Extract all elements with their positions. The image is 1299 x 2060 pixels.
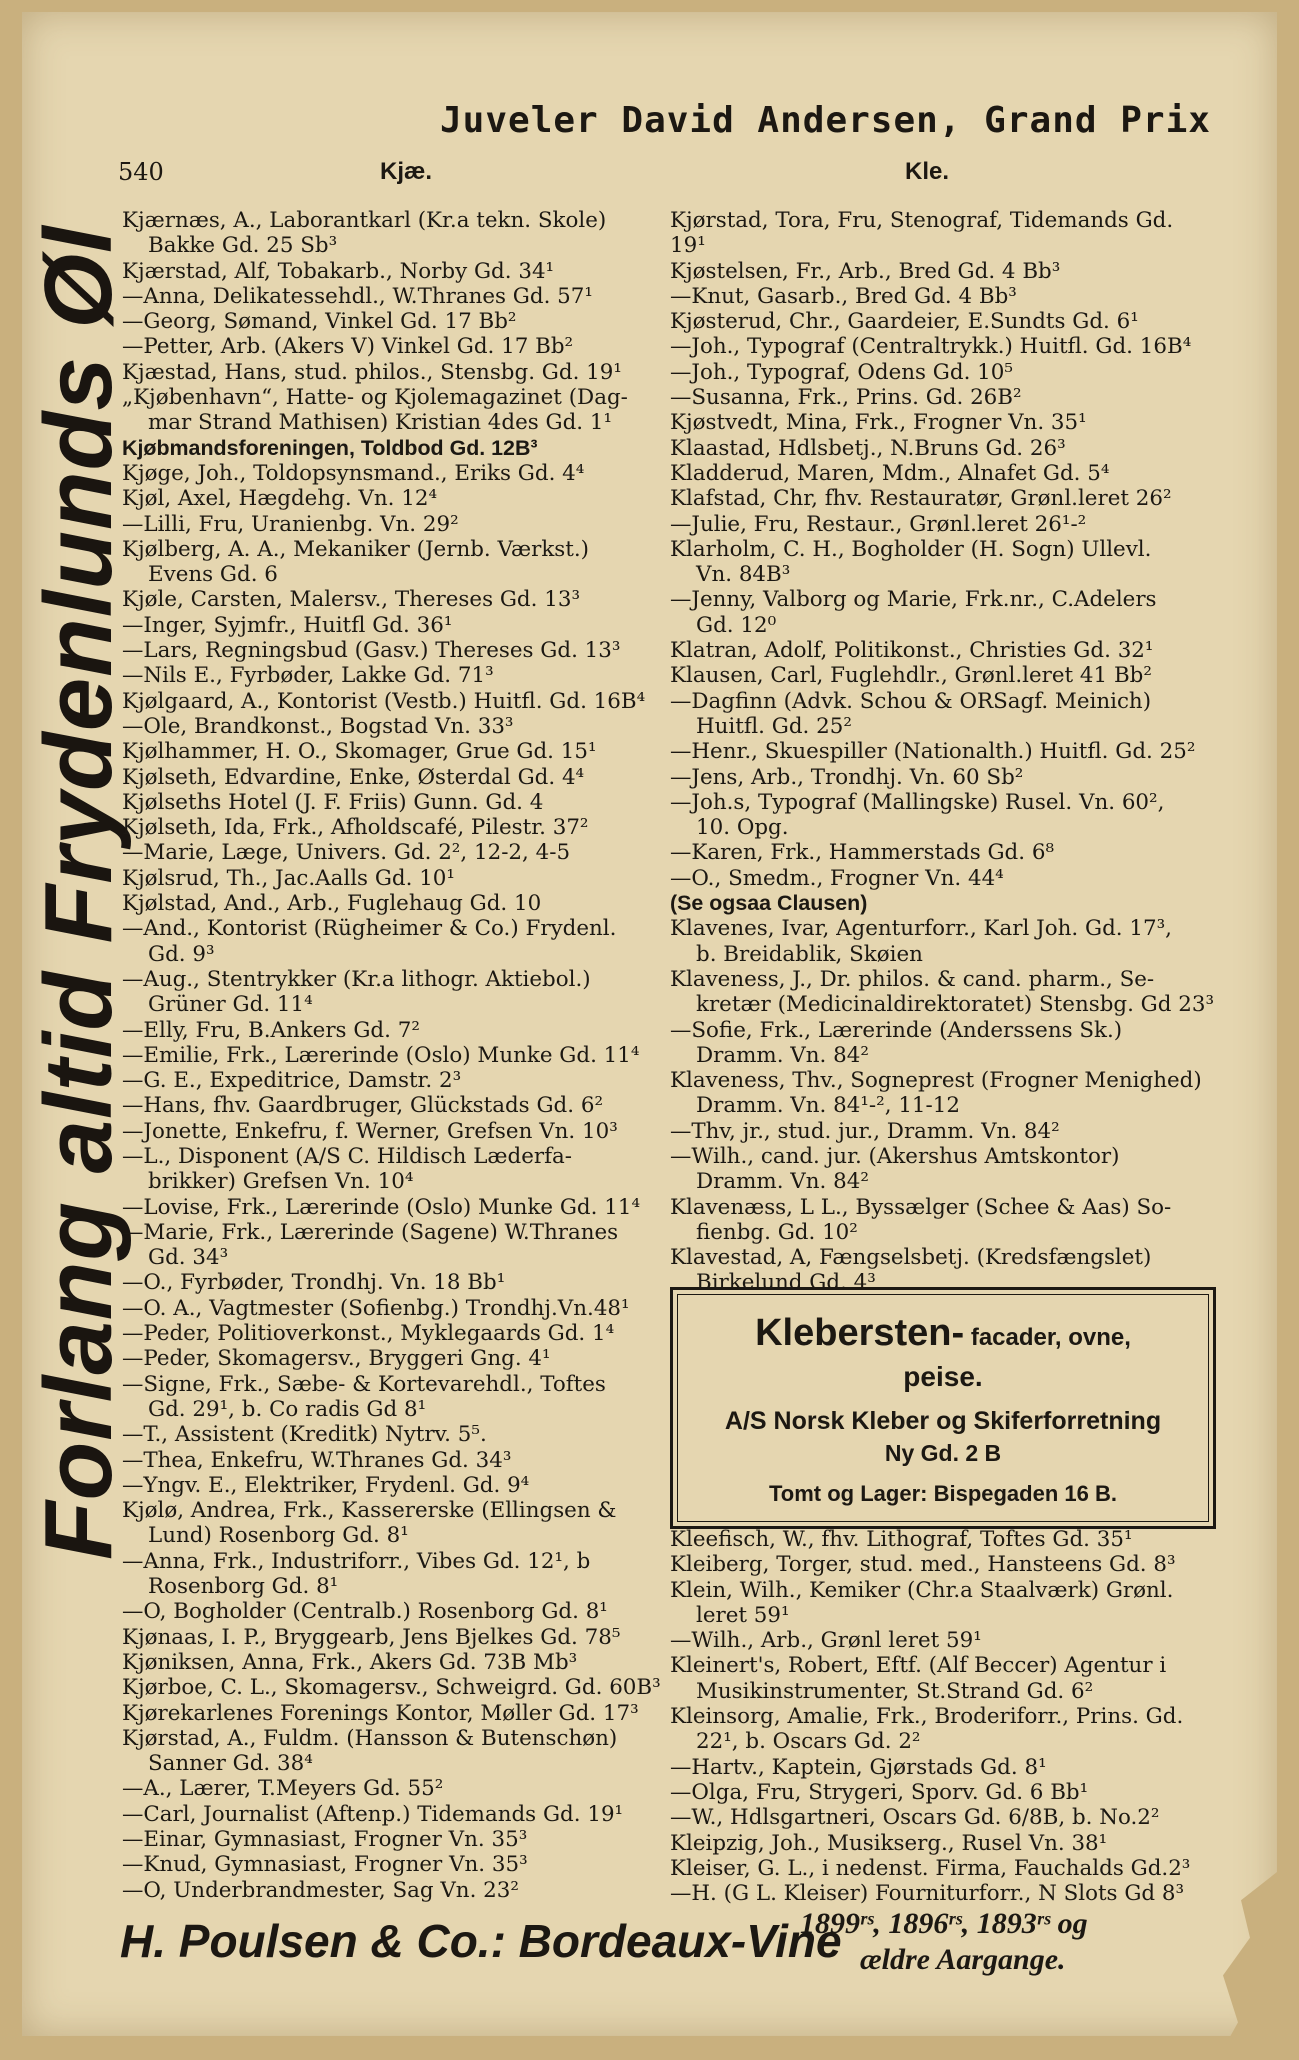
directory-entry xyxy=(122,436,664,461)
entry-continuation: Rosenborg Gd. 8¹ xyxy=(148,1574,339,1600)
entry-lead: Kleinsorg, Amalie, Frk., Broderiforr., Prins. Gd. xyxy=(670,1704,1184,1730)
directory-entry xyxy=(122,208,664,259)
entry-lead: —Peder, Skomagersv., Bryggeri Gng. 4¹ xyxy=(122,1346,551,1372)
entry-lead: Kladderud, Maren, Mdm., Alnafet Gd. 5⁴ xyxy=(670,460,1110,486)
directory-entry xyxy=(122,537,664,588)
entry-continuation: Dramm. Vn. 84² xyxy=(696,1042,869,1068)
ad-company: A/S Norsk Kleber og Skiferforretning xyxy=(724,1407,1162,1435)
entry-lead: „Kjøbenhavn“, Hatte- og Kjolemagazinet (Dag- xyxy=(122,385,628,411)
entry-lead: —L., Disponent (A/S C. Hildisch Læderfa- xyxy=(122,1143,572,1169)
directory-entry xyxy=(122,1599,664,1624)
entry-lead: —O., Fyrbøder, Trondhj. Vn. 18 Bb¹ xyxy=(122,1270,506,1296)
directory-entry xyxy=(122,1650,664,1675)
directory-entry xyxy=(122,1270,664,1295)
directory-entry xyxy=(670,309,1215,334)
directory-entry xyxy=(670,410,1215,435)
directory-entry xyxy=(670,1856,1215,1881)
directory-entry xyxy=(670,334,1215,359)
ad-address: Ny Gd. 2 B xyxy=(884,1440,1002,1466)
entry-lead: Kjørekarlenes Forenings Kontor, Møller Gd. 17³ xyxy=(122,1700,639,1726)
entry-lead: —Lilli, Fru, Uranienbg. Vn. 29² xyxy=(122,511,459,537)
directory-entry xyxy=(670,537,1215,588)
directory-entry xyxy=(122,385,664,436)
entry-lead: Kleiser, G. L., i nedenst. Firma, Fauchalds Gd.2³ xyxy=(670,1855,1191,1881)
directory-entry xyxy=(122,815,664,840)
directory-entry xyxy=(122,1093,664,1118)
entry-lead: —Henr., Skuespiller (Nationalth.) Huitfl. Gd. 25² xyxy=(670,739,1196,765)
directory-entry xyxy=(122,866,664,891)
entry-lead: —Marie, Frk., Lærerinde (Sagene) W.Thranes xyxy=(122,1219,619,1245)
directory-entry xyxy=(122,1498,664,1549)
entry-continuation: Dramm. Vn. 84¹-², 11-12 xyxy=(696,1093,960,1119)
entry-lead: —Yngv. E., Elektriker, Frydenl. Gd. 9⁴ xyxy=(122,1472,530,1498)
entry-continuation: kretær (Medicinaldirektoratet) Stensbg. Gd 23³ xyxy=(696,992,1215,1018)
entry-lead: Kjøniksen, Anna, Frk., Akers Gd. 73B Mb³ xyxy=(122,1649,578,1675)
directory-entry xyxy=(122,486,664,511)
directory-entry xyxy=(122,1827,664,1852)
entry-continuation: Huitfl. Gd. 25² xyxy=(696,713,852,739)
entry-lead: Kjølsrud, Th., Jac.Aalls Gd. 10¹ xyxy=(122,865,455,891)
directory-entry xyxy=(122,765,664,790)
directory-entry xyxy=(670,1068,1215,1119)
ad-big-word: Klebersten- xyxy=(755,1312,965,1354)
directory-entry xyxy=(670,1831,1215,1856)
guide-word-right: Kle. xyxy=(905,158,950,185)
directory-entry xyxy=(670,1527,1215,1552)
entry-lead: —Jens, Arb., Trondhj. Vn. 60 Sb² xyxy=(670,764,1024,790)
directory-entry xyxy=(670,1578,1215,1629)
entry-lead: Kleiberg, Torger, stud. med., Hansteens Gd. 8³ xyxy=(670,1552,1176,1578)
directory-entry xyxy=(670,385,1215,410)
directory-entry xyxy=(122,512,664,537)
directory-entry xyxy=(122,1018,664,1043)
directory-entry xyxy=(122,1675,664,1700)
entry-lead: —G. E., Expeditrice, Damstr. 2³ xyxy=(122,1068,462,1094)
ad-line-2: peise. xyxy=(903,1361,983,1392)
directory-entry xyxy=(670,1552,1215,1577)
entry-lead: —Jenny, Valborg og Marie, Frk.nr., C.Adelers xyxy=(670,587,1157,613)
entry-lead: Klavestad, A, Fængselsbetj. (Kredsfængslet) xyxy=(670,1245,1152,1271)
directory-entry xyxy=(122,1549,664,1600)
directory-entry xyxy=(122,360,664,385)
directory-entry xyxy=(122,663,664,688)
entry-lead: Kjølstad, And., Arb., Fuglehaug Gd. 10 xyxy=(122,891,542,917)
ad-line-1 xyxy=(673,1312,1213,1355)
entry-lead: —Georg, Sømand, Vinkel Gd. 17 Bb² xyxy=(122,309,517,335)
entry-lead: —Aug., Stentrykker (Kr.a lithogr. Aktiebol.) xyxy=(122,966,591,992)
entry-lead: —Knud, Gymnasiast, Frogner Vn. 35³ xyxy=(122,1852,528,1878)
directory-entry xyxy=(122,1878,664,1903)
entry-lead: —Emilie, Frk., Lærerinde (Oslo) Munke Gd. 11⁴ xyxy=(122,1042,640,1068)
entry-lead: —Petter, Arb. (Akers V) Vinkel Gd. 17 Bb² xyxy=(122,334,574,360)
entry-lead: Klausen, Carl, Fuglehdlr., Grønl.leret 41 Bb² xyxy=(670,663,1152,689)
entry-lead: —Thv, jr., stud. jur., Dramm. Vn. 84² xyxy=(670,1118,1060,1144)
entry-lead: —T., Assistent (Kreditk) Nytrv. 5⁵. xyxy=(122,1422,487,1448)
entry-lead: —H. (G L. Kleiser) Fourniturforr., N Slots Gd 8³ xyxy=(670,1881,1185,1907)
directory-entry xyxy=(122,1422,664,1447)
side-advertisement xyxy=(24,1450,54,1560)
directory-entry xyxy=(670,208,1215,259)
entry-continuation: Lund) Rosenborg Gd. 8¹ xyxy=(148,1523,409,1549)
entry-lead: Klavenes, Ivar, Agenturforr., Karl Joh. Gd. 17³, xyxy=(670,916,1172,942)
directory-entry xyxy=(122,1852,664,1877)
entry-lead: —Knut, Gasarb., Bred Gd. 4 Bb³ xyxy=(670,283,1017,309)
entry-lead: —Joh., Typograf, Odens Gd. 10⁵ xyxy=(670,359,1013,385)
entry-continuation: 10. Opg. xyxy=(696,815,789,841)
entry-lead: Klaveness, J., Dr. philos. & cand. pharm., Se- xyxy=(670,966,1155,992)
entry-lead: Kjøl, Axel, Hægdehg. Vn. 12⁴ xyxy=(122,486,438,512)
entry-lead: Kjølberg, A. A., Mekaniker (Jernb. Værkst.) xyxy=(122,536,590,562)
entry-lead: Klavenæss, L L., Byssælger (Schee & Aas) So- xyxy=(670,1194,1172,1220)
entry-lead: —A., Lærer, T.Meyers Gd. 55² xyxy=(122,1776,444,1802)
entry-continuation: Evens Gd. 6 xyxy=(148,562,278,588)
directory-entry xyxy=(122,1296,664,1321)
entry-lead: —Jonette, Enkefru, f. Werner, Grefsen Vn. 10³ xyxy=(122,1118,618,1144)
directory-entry xyxy=(122,1195,664,1220)
directory-entry xyxy=(670,1805,1215,1830)
directory-entry xyxy=(670,486,1215,511)
left-column xyxy=(122,208,664,1903)
entry-lead: Klaastad, Hdlsbetj., N.Bruns Gd. 26³ xyxy=(670,435,1066,461)
entry-lead: —Susanna, Frk., Prins. Gd. 26B² xyxy=(670,385,1022,411)
directory-entry xyxy=(670,259,1215,284)
directory-entry xyxy=(122,1346,664,1371)
entry-continuation: leret 59¹ xyxy=(696,1602,790,1628)
directory-entry xyxy=(670,739,1215,764)
entry-lead: Kjørstad, Tora, Fru, Stenograf, Tidemands Gd. 19¹ xyxy=(670,208,1174,259)
entry-lead: Kjøbmandsforeningen, Toldbod Gd. 12B³ xyxy=(122,435,538,460)
entry-continuation: Birkelund Gd. 4³ xyxy=(696,1270,876,1296)
directory-entry xyxy=(122,689,664,714)
entry-lead: Kjøge, Joh., Toldopsynsmand., Eriks Gd. 4⁴ xyxy=(122,460,585,486)
directory-entry xyxy=(670,1144,1215,1195)
entry-lead: —Nils E., Fyrbøder, Lakke Gd. 71³ xyxy=(122,663,494,689)
directory-entry xyxy=(122,259,664,284)
directory-entry xyxy=(670,1119,1215,1144)
entry-lead: Kjønaas, I. P., Bryggearb, Jens Bjelkes Gd. 78⁵ xyxy=(122,1624,621,1650)
entry-lead: Kleipzig, Joh., Musikserg., Rusel Vn. 38¹ xyxy=(670,1830,1108,1856)
directory-entry xyxy=(670,436,1215,461)
entry-continuation: Bakke Gd. 25 Sb³ xyxy=(148,233,338,259)
right-column-bottom xyxy=(670,1527,1215,1906)
entry-lead: Kjølseth, Edvardine, Enke, Østerdal Gd. 4⁴ xyxy=(122,764,585,790)
entry-lead: —Lovise, Frk., Lærerinde (Oslo) Munke Gd. 11⁴ xyxy=(122,1194,641,1220)
directory-entry xyxy=(670,765,1215,790)
directory-entry xyxy=(122,1625,664,1650)
directory-entry xyxy=(122,1726,664,1777)
right-column-top xyxy=(670,208,1215,1296)
entry-continuation: Gd. 9³ xyxy=(148,941,215,967)
entry-lead: —O, Bogholder (Centralb.) Rosenborg Gd. 8¹ xyxy=(122,1599,608,1625)
directory-entry xyxy=(122,1448,664,1473)
directory-entry xyxy=(670,587,1215,638)
entry-lead: —Einar, Gymnasiast, Frogner Vn. 35³ xyxy=(122,1827,528,1852)
directory-entry xyxy=(122,1220,664,1271)
footer-years: 1899ʳˢ, 1896ʳˢ, 1893ʳˢ og xyxy=(800,1907,1088,1940)
directory-entry xyxy=(122,309,664,334)
entry-lead: —Hans, fhv. Gaardbruger, Glückstads Gd. 6² xyxy=(122,1093,604,1119)
directory-entry xyxy=(122,891,664,916)
directory-entry xyxy=(670,284,1215,309)
entry-lead: —Marie, Læge, Univers. Gd. 2², 12-2, 4-5 xyxy=(122,840,571,866)
directory-entry xyxy=(670,790,1215,841)
entry-continuation: Musikinstrumenter, St.Strand Gd. 6² xyxy=(696,1678,1094,1704)
entry-lead: Kjørstad, A., Fuldm. (Hansson & Butenschøn) xyxy=(122,1725,618,1751)
entry-lead: Kjølhammer, H. O., Skomager, Grue Gd. 15¹ xyxy=(122,739,597,765)
entry-lead: Kjølseth, Ida, Frk., Afholdscafé, Pilestr. 37² xyxy=(122,815,589,841)
entry-continuation: mar Strand Mathisen) Kristian 4des Gd. 1¹ xyxy=(148,410,613,436)
directory-entry xyxy=(122,1119,664,1144)
entry-lead: —Peder, Politioverkonst., Myklegaards Gd. 1⁴ xyxy=(122,1321,615,1347)
directory-entry xyxy=(670,891,1215,916)
entry-continuation: Gd. 12⁰ xyxy=(696,612,777,638)
guide-word-left: Kjæ. xyxy=(380,158,433,185)
entry-continuation: Gd. 34³ xyxy=(148,1245,229,1271)
entry-lead: —O. A., Vagtmester (Sofienbg.) Trondhj.Vn.48¹ xyxy=(122,1295,630,1321)
directory-entry xyxy=(122,916,664,967)
page-header-ad: Juveler David Andersen, Grand Prix xyxy=(440,100,1211,141)
directory-entry xyxy=(670,1755,1215,1780)
entry-lead: Kjøsterud, Chr., Gaardeier, E.Sundts Gd. 6¹ xyxy=(670,309,1139,335)
footer-aargange: ældre Aargange. xyxy=(860,1943,1066,1976)
entry-lead: Kjørboe, C. L., Skomagersv., Schweigrd. Gd. 60B³ xyxy=(122,1675,661,1701)
entry-continuation: fienbg. Gd. 10² xyxy=(696,1219,858,1245)
directory-entry xyxy=(670,1704,1215,1755)
directory-entry xyxy=(122,284,664,309)
directory-entry xyxy=(122,790,664,815)
directory-entry xyxy=(670,689,1215,740)
entry-lead: —Joh., Typograf (Centraltrykk.) Huitfl. Gd. 16B⁴ xyxy=(670,334,1192,360)
entry-lead: —Karen, Frk., Hammerstads Gd. 6⁸ xyxy=(670,840,1055,866)
directory-entry xyxy=(122,1701,664,1726)
directory-entry xyxy=(122,1776,664,1801)
entry-lead: Kleinert's, Robert, Eftf. (Alf Beccer) Agentur i xyxy=(670,1653,1167,1679)
entry-lead: —And., Kontorist (Rügheimer & Co.) Frydenl. xyxy=(122,916,617,942)
entry-lead: —Anna, Delikatessehdl., W.Thranes Gd. 57¹ xyxy=(122,283,593,309)
entry-lead: —Elly, Fru, B.Ankers Gd. 7² xyxy=(122,1017,420,1043)
entry-continuation: Dramm. Vn. 84² xyxy=(696,1169,869,1195)
entry-lead: —Wilh., Arb., Grønl leret 59¹ xyxy=(670,1628,982,1654)
directory-entry xyxy=(670,1018,1215,1069)
directory-entry xyxy=(670,663,1215,688)
entry-lead: —Anna, Frk., Industriforr., Vibes Gd. 12¹, b xyxy=(122,1548,591,1574)
page-number: 540 xyxy=(118,158,164,186)
entry-continuation: Grüner Gd. 11⁴ xyxy=(148,992,313,1018)
directory-entry xyxy=(122,1043,664,1068)
directory-entry xyxy=(670,866,1215,891)
klebersten-advertisement xyxy=(670,1287,1216,1529)
directory-entry xyxy=(122,1144,664,1195)
entry-continuation: Sanner Gd. 38⁴ xyxy=(148,1751,313,1777)
directory-entry xyxy=(122,967,664,1018)
directory-entry xyxy=(122,334,664,359)
entry-lead: Kjæstad, Hans, stud. philos., Stensbg. Gd. 19¹ xyxy=(122,359,622,385)
entry-lead: Klafstad, Chr, fhv. Restauratør, Grønl.leret 26² xyxy=(670,486,1172,512)
directory-entry xyxy=(122,1321,664,1346)
entry-lead: —Olga, Fru, Strygeri, Sporv. Gd. 6 Bb¹ xyxy=(670,1779,1089,1805)
directory-entry xyxy=(122,714,664,739)
entry-lead: Kjøle, Carsten, Malersv., Thereses Gd. 13³ xyxy=(122,587,581,613)
directory-entry xyxy=(670,638,1215,663)
footer-ad-left: H. Poulsen & Co.: Bordeaux-Vine xyxy=(120,1915,842,1967)
entry-lead: Klein, Wilh., Kemiker (Chr.a Staalværk) Grønl. xyxy=(670,1577,1174,1603)
directory-entry xyxy=(122,1802,664,1827)
entry-lead: —Signe, Frk., Sæbe- & Kortevarehdl., Toftes xyxy=(122,1371,606,1397)
entry-lead: —Thea, Enkefru, W.Thranes Gd. 34³ xyxy=(122,1447,512,1473)
entry-continuation: brikker) Grefsen Vn. 10⁴ xyxy=(148,1169,414,1195)
directory-entry xyxy=(122,587,664,612)
entry-lead: —Joh.s, Typograf (Mallingske) Rusel. Vn. 60², xyxy=(670,789,1165,815)
directory-entry xyxy=(122,1068,664,1093)
entry-lead: —Ole, Brandkonst., Bogstad Vn. 33³ xyxy=(122,713,514,739)
directory-entry xyxy=(122,461,664,486)
entry-lead: —Inger, Syjmfr., Huitfl Gd. 36¹ xyxy=(122,612,453,638)
entry-lead: —W., Hdlsgartneri, Oscars Gd. 6/8B, b. No.2² xyxy=(670,1805,1160,1831)
entry-continuation: b. Breidablik, Skøien xyxy=(696,941,923,967)
entry-lead: Klaveness, Thv., Sogneprest (Frogner Menighed) xyxy=(670,1068,1202,1094)
entry-continuation: Vn. 84B³ xyxy=(696,562,791,588)
entry-lead: —Dagfinn (Advk. Schou & ORSagf. Meinich) xyxy=(670,688,1152,714)
entry-lead: Klarholm, C. H., Bogholder (H. Sogn) Ullevl. xyxy=(670,536,1152,562)
directory-entry xyxy=(122,1473,664,1498)
entry-lead: Kjølgaard, A., Kontorist (Vestb.) Huitfl. Gd. 16B⁴ xyxy=(122,688,646,714)
ad-line-1-rest: facader, ovne, xyxy=(964,1324,1131,1351)
directory-entry xyxy=(122,1372,664,1423)
entry-lead: Kjøstvedt, Mina, Frk., Frogner Vn. 35¹ xyxy=(670,410,1087,436)
directory-entry xyxy=(670,1195,1215,1246)
directory-entry xyxy=(670,916,1215,967)
directory-entry xyxy=(122,840,664,865)
directory-entry xyxy=(122,613,664,638)
entry-lead: —O, Underbrandmester, Sag Vn. 23² xyxy=(122,1877,519,1903)
entry-lead: —Julie, Fru, Restaur., Grønl.leret 26¹-² xyxy=(670,511,1087,537)
entry-lead: Kjøstelsen, Fr., Arb., Bred Gd. 4 Bb³ xyxy=(670,258,1061,284)
directory-entry xyxy=(670,1780,1215,1805)
directory-entry xyxy=(670,967,1215,1018)
entry-continuation: 22¹, b. Oscars Gd. 2² xyxy=(696,1729,921,1755)
entry-lead: —Carl, Journalist (Aftenp.) Tidemands Gd. 19¹ xyxy=(122,1801,624,1827)
directory-entry xyxy=(670,1881,1215,1906)
ad-lager: Tomt og Lager: Bispegaden 16 B. xyxy=(769,1481,1117,1506)
directory-entry xyxy=(670,840,1215,865)
entry-lead: Kjærnæs, A., Laborantkarl (Kr.a tekn. Skole) xyxy=(122,208,607,233)
entry-lead: Kleefisch, W., fhv. Lithograf, Toftes Gd. 35¹ xyxy=(670,1527,1133,1552)
directory-entry xyxy=(670,1653,1215,1704)
directory-entry xyxy=(122,739,664,764)
entry-lead: —O., Smedm., Frogner Vn. 44⁴ xyxy=(670,865,1004,891)
directory-entry xyxy=(670,512,1215,537)
entry-lead: —Sofie, Frk., Lærerinde (Anderssens Sk.) xyxy=(670,1017,1123,1043)
entry-lead: (Se ogsaa Clausen) xyxy=(670,891,868,916)
torn-corner xyxy=(1217,1872,1277,2060)
entry-continuation: Gd. 29¹, b. Co radis Gd 8¹ xyxy=(148,1396,427,1422)
entry-lead: —Hartv., Kaptein, Gjørstads Gd. 8¹ xyxy=(670,1754,1047,1780)
directory-entry xyxy=(670,360,1215,385)
entry-lead: —Wilh., cand. jur. (Akershus Amtskontor) xyxy=(670,1143,1120,1169)
entry-lead: Kjølø, Andrea, Frk., Kassererske (Ellingsen & xyxy=(122,1498,617,1524)
directory-entry xyxy=(122,638,664,663)
footer-ad-right xyxy=(800,1906,1088,1978)
directory-entry xyxy=(670,1628,1215,1653)
directory-entry xyxy=(670,461,1215,486)
entry-lead: Kjærstad, Alf, Tobakarb., Norby Gd. 34¹ xyxy=(122,258,555,284)
entry-lead: —Lars, Regningsbud (Gasv.) Thereses Gd. 13³ xyxy=(122,638,621,664)
entry-lead: Klatran, Adolf, Politikonst., Christies Gd. 32¹ xyxy=(670,638,1154,664)
entry-lead: Kjølseths Hotel (J. F. Friis) Gunn. Gd. 4 xyxy=(122,789,544,815)
